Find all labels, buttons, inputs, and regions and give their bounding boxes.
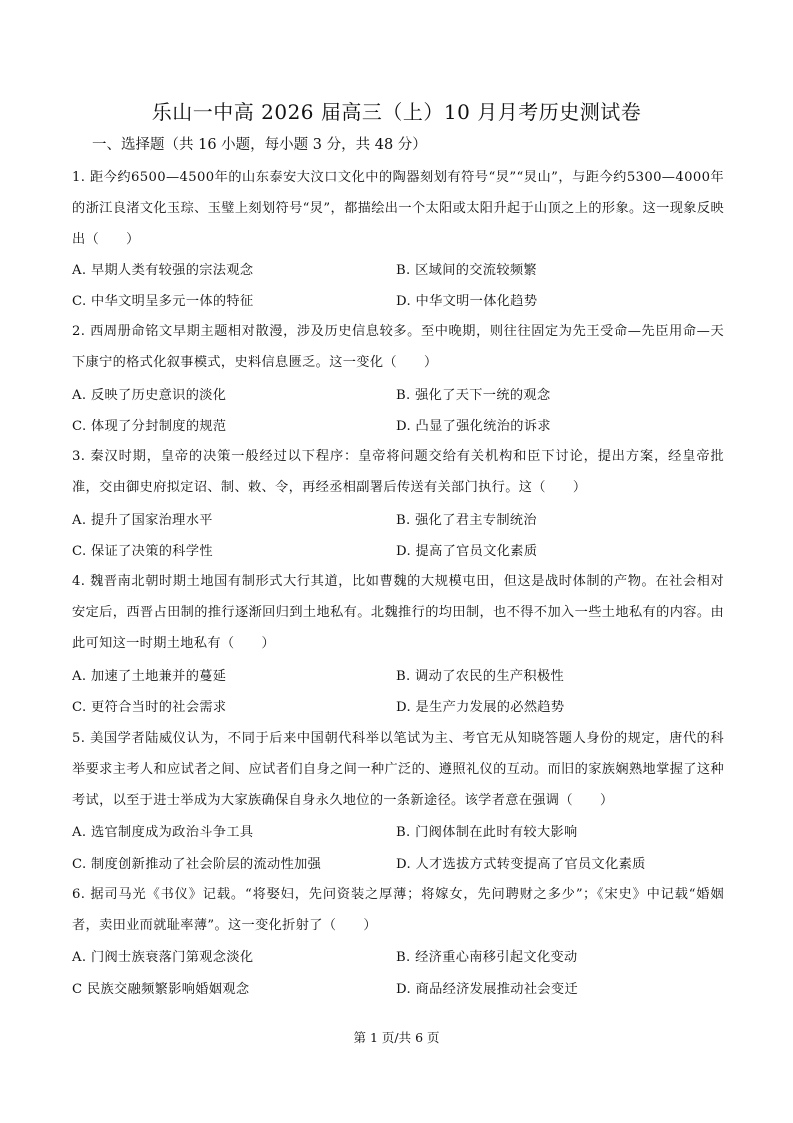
option-b: B. 区域间的交流较频繁 (396, 263, 537, 278)
option-d: D. 凸显了强化统治的诉求 (396, 419, 551, 434)
question-stem: 1. 距今约6500—4500年的山东泰安大汶口文化中的陶器刻划有符号“炅”“炅山”，与距今约5300—4000年的浙江良渚文化玉琮、玉璧上刻划符号“炅”，都描绘出一个太阳或太阳升起于山顶之上的形象。这一现象反映出（ ） (72, 170, 724, 247)
option-a: A. 提升了国家治理水平 (72, 513, 213, 528)
option-a: A. 门阀士族衰落门第观念淡化 (72, 950, 254, 965)
option-d: D. 商品经济发展推动社会变迁 (396, 982, 578, 997)
option-b: B. 门阀体制在此时有较大影响 (396, 825, 578, 840)
option-d: D. 人才选拔方式转变提高了官员文化素质 (396, 857, 646, 872)
option-a: A. 加速了土地兼并的蔓延 (72, 669, 227, 684)
question-stem: 3. 秦汉时期，皇帝的决策一般经过以下程序：皇帝将问题交给有关机构和臣下讨论，提出方案，经皇帝批准，交由御史府拟定诏、制、敕、令，再经丞相副署后传送有关部门执行。这（ ） (72, 449, 724, 495)
section-heading: 一、选择题（共 16 小题，每小题 3 分，共 48 分） (92, 137, 427, 153)
option-c: C. 更符合当时的社会需求 (72, 700, 227, 715)
option-d: D. 中华文明一体化趋势 (396, 294, 538, 309)
option-d: D. 提高了官员文化素质 (396, 544, 538, 559)
option-c: C. 保证了决策的科学性 (72, 544, 213, 559)
page-number: 第 1 页/共 6 页 (353, 1030, 440, 1045)
exam-title: 乐山一中高 2026 届高三（上）10 月月考历史测试卷 (151, 100, 642, 124)
question-stem: 2. 西周册命铭文早期主题相对散漫，涉及历史信息较多。至中晚期，则往往固定为先王受命—先臣用命—天下康宁的格式化叙事模式，史料信息匮乏。这一变化（ ） (72, 324, 724, 370)
option-b: B. 强化了君主专制统治 (396, 513, 537, 528)
option-c: C. 中华文明呈多元一体的特征 (72, 294, 254, 309)
option-c: C. 制度创新推动了社会阶层的流动性加强 (72, 857, 322, 872)
option-a: A. 选官制度成为政治斗争工具 (72, 825, 254, 840)
option-a: A. 反映了历史意识的淡化 (72, 388, 227, 403)
option-c: C 民族交融频繁影响婚姻观念 (72, 982, 250, 997)
option-b: B. 调动了农民的生产积极性 (396, 669, 565, 684)
option-c: C. 体现了分封制度的规范 (72, 419, 227, 434)
question-stem: 6. 据司马光《书仪》记载。“将娶妇，先问资装之厚薄；将嫁女，先问聘财之多少”；《宋史》中记载“婚姻者，卖田业而就耻率薄”。这一变化折射了（ ） (72, 887, 724, 933)
option-a: A. 早期人类有较强的宗法观念 (72, 263, 254, 278)
option-b: B. 经济重心南移引起文化变动 (396, 950, 578, 965)
question-stem: 5. 美国学者陆威仪认为，不同于后来中国朝代科举以笔试为主、考官无从知晓答题人身份的规定，唐代的科举要求主考人和应试者之间、应试者们自身之间一种广泛的、遵照礼仪的互动。而旧的家族娴熟地掌握了这种考试，以至于进士举成为大家族确保自身永久地位的一条新途径。该学者意在强调（ ） (72, 731, 724, 808)
question-stem: 4. 魏晋南北朝时期土地国有制形式大行其道，比如曹魏的大规模屯田，但这是战时体制的产物。在社会相对安定后，西晋占田制的推行逐渐回归到土地私有。北魏推行的均田制，也不得不加入一些土地私有的内容。由此可知这一时期土地私有（ ） (72, 574, 724, 651)
option-b: B. 强化了天下一统的观念 (396, 388, 551, 403)
option-d: D. 是生产力发展的必然趋势 (396, 700, 565, 715)
